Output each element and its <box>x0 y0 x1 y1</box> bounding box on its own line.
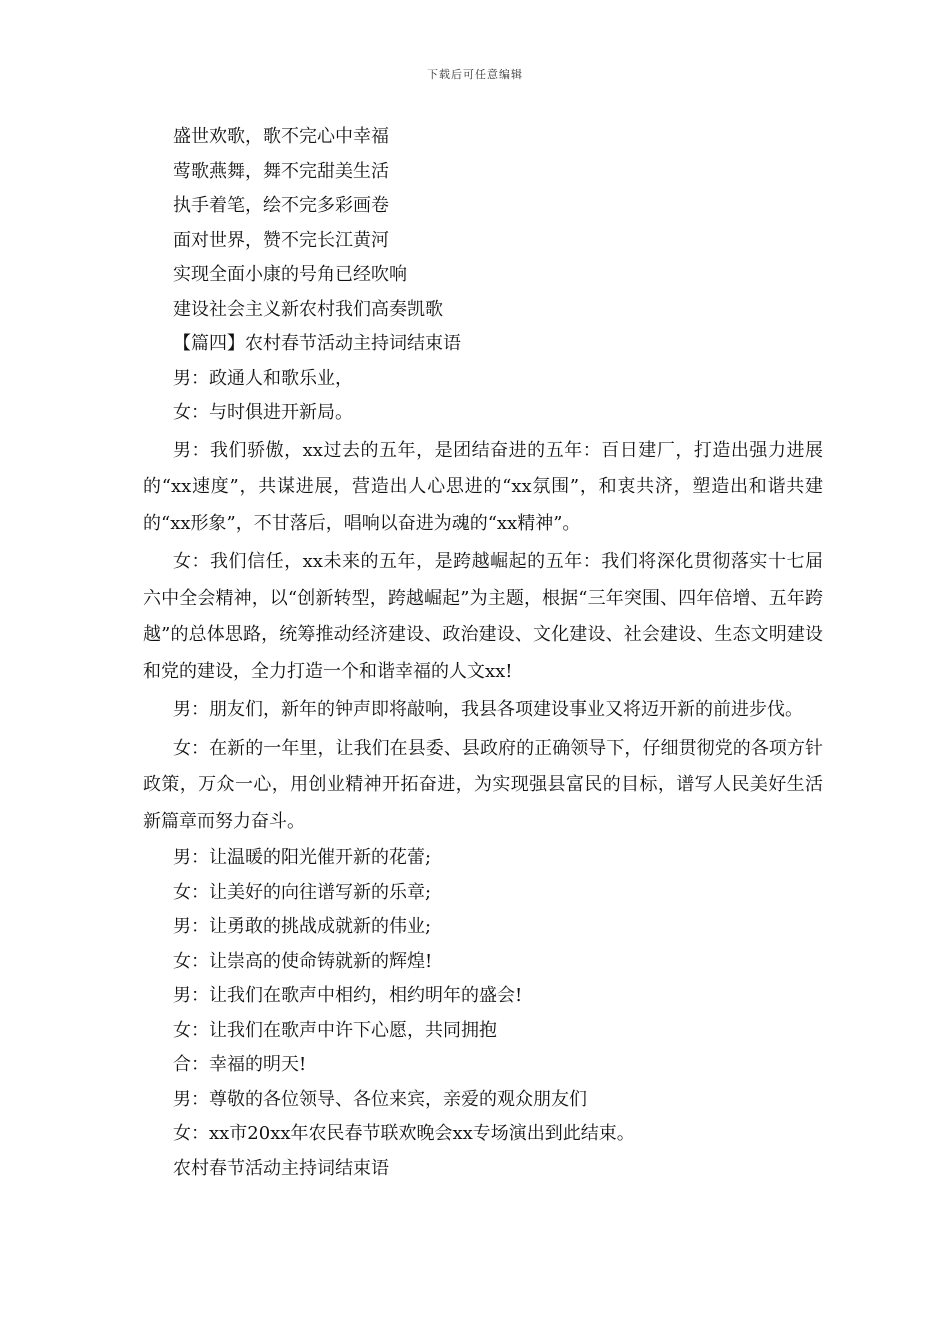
dialogue-line: 女：与时俱进开新局。 <box>173 402 353 423</box>
poem-line: 盛世欢歌，歌不完心中幸福 <box>173 126 389 147</box>
dialogue-line: 男：让我们在歌声中相约，相约明年的盛会! <box>173 985 523 1006</box>
dialogue-line: 合：幸福的明天! <box>173 1054 307 1075</box>
dialogue-line: 男：让勇敢的挑战成就新的伟业; <box>173 916 432 937</box>
dialogue-paragraph: 女：在新的一年里，让我们在县委、县政府的正确领导下，仔细贯彻党的各项方针政策，万众一心，用创业精神开拓奋进，为实现强县富民的目标，谱写人民美好生活新篇章而努力奋斗。 <box>143 737 823 832</box>
section-title: 【篇四】农村春节活动主持词结束语 <box>173 333 461 354</box>
poem-line: 实现全面小康的号角已经吹响 <box>173 264 407 285</box>
dialogue-line: 女：让美好的向往谱写新的乐章; <box>173 881 432 903</box>
dialogue-paragraph: 男：朋友们，新年的钟声即将敲响，我县各项建设事业又将迈开新的前进步伐。 <box>173 699 803 720</box>
dialogue-line: 女：让崇高的使命铸就新的辉煌! <box>173 950 433 972</box>
dialogue-paragraph: 女：我们信任，xx未来的五年，是跨越崛起的五年：我们将深化贯彻落实十七届六中全会精神，以“创新转型，跨越崛起”为主题，根据“三年突围、四年倍增、五年跨越”的总体思路，统筹推动经济建设、政治建设、文化建设、社会建设、生态文明建设和党的建设，全力打造一个和谐幸福的人文xx! <box>143 551 823 682</box>
closing-title: 农村春节活动主持词结束语 <box>173 1157 389 1179</box>
dialogue-paragraph: 男：我们骄傲，xx过去的五年，是团结奋进的五年：百日建厂，打造出强力进展的“xx速度”，共谋进展，营造出人心思进的“xx氛围”，和衷共济，塑造出和谐共建的“xx形象”，不甘落后，唱响以奋进为魂的“xx精神”。 <box>143 439 823 534</box>
dialogue-line: 男：政通人和歌乐业， <box>173 367 353 389</box>
poem-line: 莺歌燕舞，舞不完甜美生活 <box>173 160 389 182</box>
document-body <box>143 120 823 1186</box>
poem-line: 建设社会主义新农村我们高奏凯歌 <box>173 298 443 320</box>
dialogue-line: 男：尊敬的各位领导、各位来宾，亲爱的观众朋友们 <box>173 1088 587 1110</box>
poem-line: 面对世界，赞不完长江黄河 <box>173 229 389 251</box>
page-header: 下载后可任意编辑 <box>427 68 523 81</box>
dialogue-line: 男：让温暖的阳光催开新的花蕾; <box>173 847 432 868</box>
poem-line: 执手着笔，绘不完多彩画卷 <box>173 195 389 216</box>
dialogue-line: 女：让我们在歌声中许下心愿，共同拥抱 <box>173 1019 497 1041</box>
dialogue-line: 女：xx市20xx年农民春节联欢晚会xx专场演出到此结束。 <box>173 1123 635 1144</box>
